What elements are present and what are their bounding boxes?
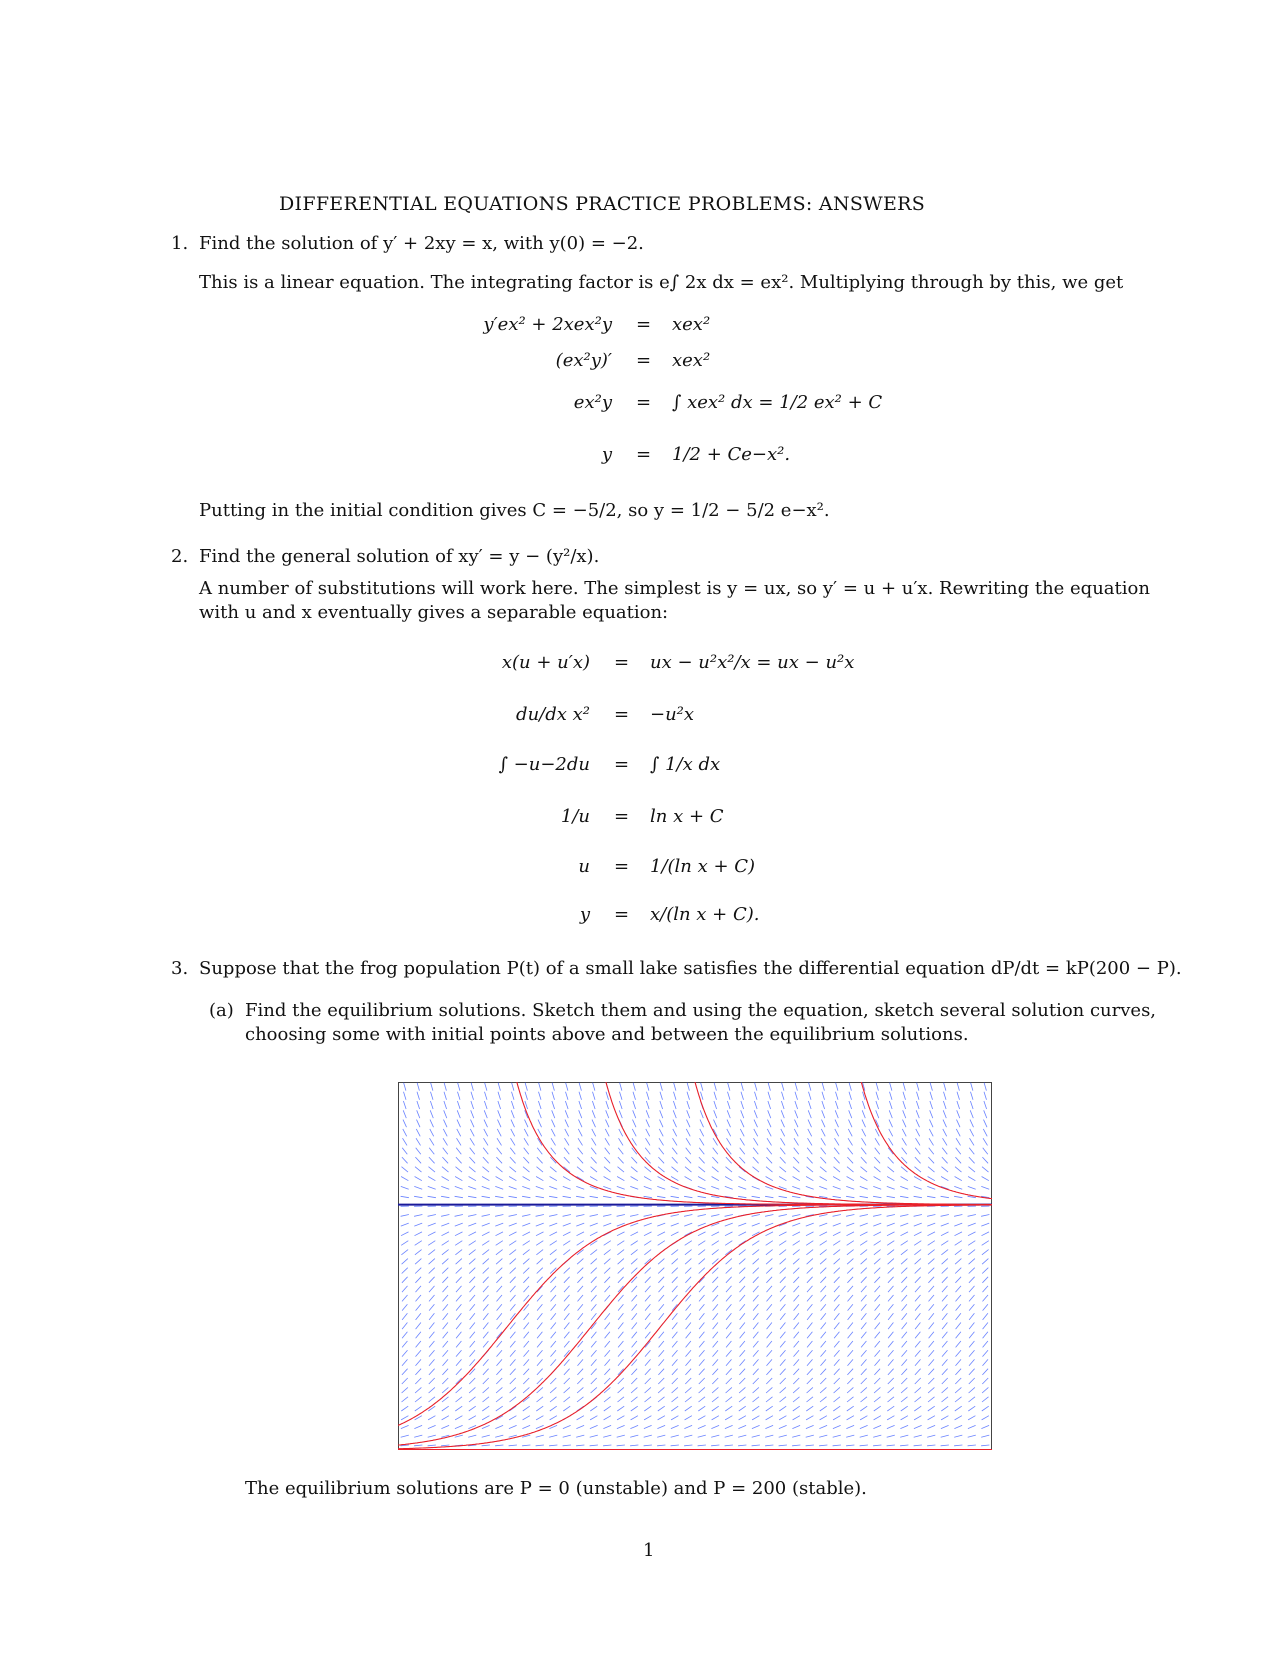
slope-field-plot (398, 1082, 992, 1450)
p2-row1-eq: = (614, 652, 630, 673)
p2-row2-rhs: −u²x (650, 704, 695, 725)
p1-row2-rhs: xex² (672, 350, 711, 371)
p1-row1-lhs: y′ex² + 2xex²y (483, 314, 612, 335)
p2-row5-eq: = (614, 856, 630, 877)
p2-row6-eq: = (614, 904, 630, 925)
problem-1-conclusion: Putting in the initial condition gives C = −5/2, so y = 1/2 − 5/2 e−x². (199, 500, 830, 521)
problem-2-number: 2. (171, 546, 189, 567)
page-number: 1 (643, 1540, 655, 1561)
problem-1-number: 1. (171, 233, 189, 254)
p1-row3-rhs: ∫ xex² dx = 1/2 ex² + C (672, 392, 883, 413)
plot-frame (399, 1083, 992, 1450)
problem-3-number: 3. (171, 958, 189, 979)
part-a-label: (a) (209, 1000, 234, 1021)
problem-2-intro-1: A number of substitutions will work here. The simplest is y = ux, so y′ = u + u′x. Rewriting the equation (199, 578, 1150, 599)
part-a-line-1: Find the equilibrium solutions. Sketch them and using the equation, sketch several solution curves, (245, 1000, 1157, 1021)
problem-2-question: Find the general solution of xy′ = y − (y²/x). (199, 546, 600, 567)
p2-row4-lhs: 1/u (560, 806, 590, 827)
p2-row1-rhs: ux − u²x²/x = ux − u²x (650, 652, 855, 673)
p1-row4-rhs: 1/2 + Ce−x². (672, 444, 791, 465)
p2-row1-lhs: x(u + u′x) (501, 652, 590, 673)
p1-row2-lhs: (ex²y)′ (555, 350, 612, 371)
problem-3-question: Suppose that the frog population P(t) of a small lake satisfies the differential equation dP/dt = kP(200 − P). (199, 958, 1182, 979)
p2-row6-lhs: y (579, 904, 590, 925)
problem-1-intro: This is a linear equation. The integrating factor is e∫ 2x dx = ex². Multiplying through by this, we get (199, 272, 1124, 293)
p1-row1-eq: = (636, 314, 652, 335)
p2-row3-rhs: ∫ 1/x dx (650, 754, 721, 775)
p2-row5-rhs: 1/(ln x + C) (650, 856, 756, 877)
p2-row4-eq: = (614, 806, 630, 827)
part-a-line-2: choosing some with initial points above and between the equilibrium solutions. (245, 1024, 969, 1045)
p1-row3-eq: = (636, 392, 652, 413)
problem-2-intro-2: with u and x eventually gives a separable equation: (199, 602, 669, 623)
p2-row6-rhs: x/(ln x + C). (650, 904, 760, 925)
problem-1-question: Find the solution of y′ + 2xy = x, with y(0) = −2. (199, 233, 644, 254)
p2-row3-lhs: ∫ −u−2du (498, 754, 590, 775)
p2-row4-rhs: ln x + C (650, 806, 724, 827)
p2-row5-lhs: u (578, 856, 590, 877)
p2-row3-eq: = (614, 754, 630, 775)
page-title: DIFFERENTIAL EQUATIONS PRACTICE PROBLEMS: ANSWERS (279, 193, 926, 215)
p1-row3-lhs: ex²y (573, 392, 612, 413)
p1-row1-rhs: xex² (672, 314, 711, 335)
p1-row4-lhs: y (601, 444, 612, 465)
p1-row2-eq: = (636, 350, 652, 371)
problem-3-answer: The equilibrium solutions are P = 0 (unstable) and P = 200 (stable). (245, 1478, 867, 1499)
p1-row4-eq: = (636, 444, 652, 465)
p2-row2-eq: = (614, 704, 630, 725)
p2-row2-lhs: du/dx x² (516, 704, 590, 725)
